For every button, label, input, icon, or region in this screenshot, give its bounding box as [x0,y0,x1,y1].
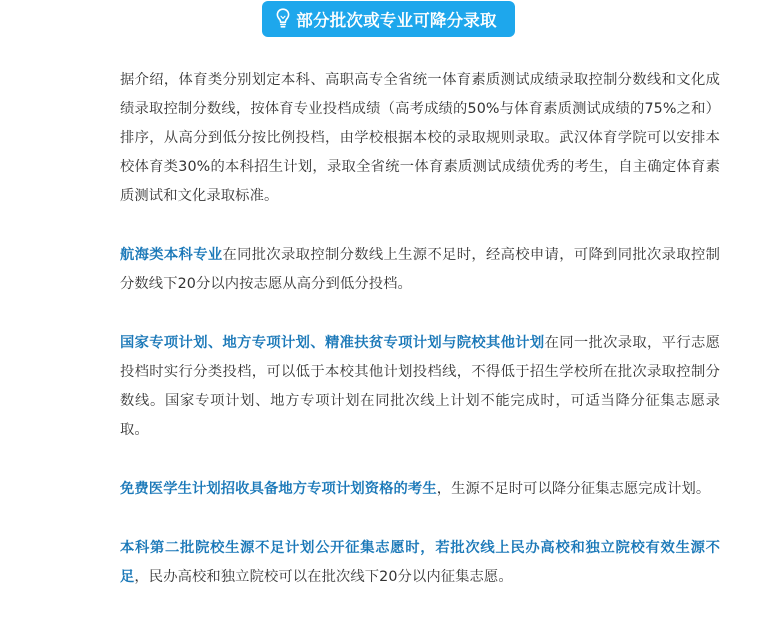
article-body [120,66,720,622]
paragraph-text: ，生源不足时可以降分征集志愿完成计划。 [436,481,711,497]
paragraph-highlight: 免费医学生计划招收具备地方专项计划资格的考生 [120,481,437,497]
paragraph-highlight: 本科第二批院校生源不足计划公开征集志愿时，若批次线上民办高校和独立院校有效生源不足 [120,540,720,585]
header [0,0,777,40]
paragraph-special-plans [120,329,720,445]
paragraph-text: ，民办高校和独立院校可以在批次线下20分以内征集志愿。 [134,569,513,585]
paragraph-highlight: 国家专项计划、地方专项计划、精准扶贫专项计划与院校其他计划 [120,335,545,351]
section-title: 部分批次或专业可降分录取 [296,11,497,30]
paragraph-text: 在同批次录取控制分数线上生源不足时，经高校申请，可降到同批次录取控制分数线下20分以内按志愿从高分到低分投档。 [120,247,720,292]
paragraph-intro [120,66,720,211]
section-title-badge [262,1,514,37]
paragraph-text: 据介绍，体育类分别划定本科、高职高专全省统一体育素质测试成绩录取控制分数线和文化成绩录取控制分数线，按体育专业投档成绩（高考成绩的50%与体育素质测试成绩的75%之和）排序，从高分到低分按比例投档，由学校根据本校的录取规则录取。武汉体育学院可以安排本校体育类30%的本科招生计划，录取全省统一体育素质测试成绩优秀的考生，自主确定体育素质测试和文化录取标准。 [120,72,720,204]
paragraph-second-batch [120,534,720,592]
paragraph-navigation-majors [120,241,720,299]
paragraph-highlight: 航海类本科专业 [120,247,223,263]
paragraph-text: 在同一批次录取，平行志愿投档时实行分类投档，可以低于本校其他计划投档线，不得低于招生学校所在批次录取控制分数线。国家专项计划、地方专项计划在同批次线上计划不能完成时，可适当降分征集志愿录取。 [120,335,720,438]
paragraph-free-medical [120,475,720,504]
lightbulb-icon [276,8,290,30]
